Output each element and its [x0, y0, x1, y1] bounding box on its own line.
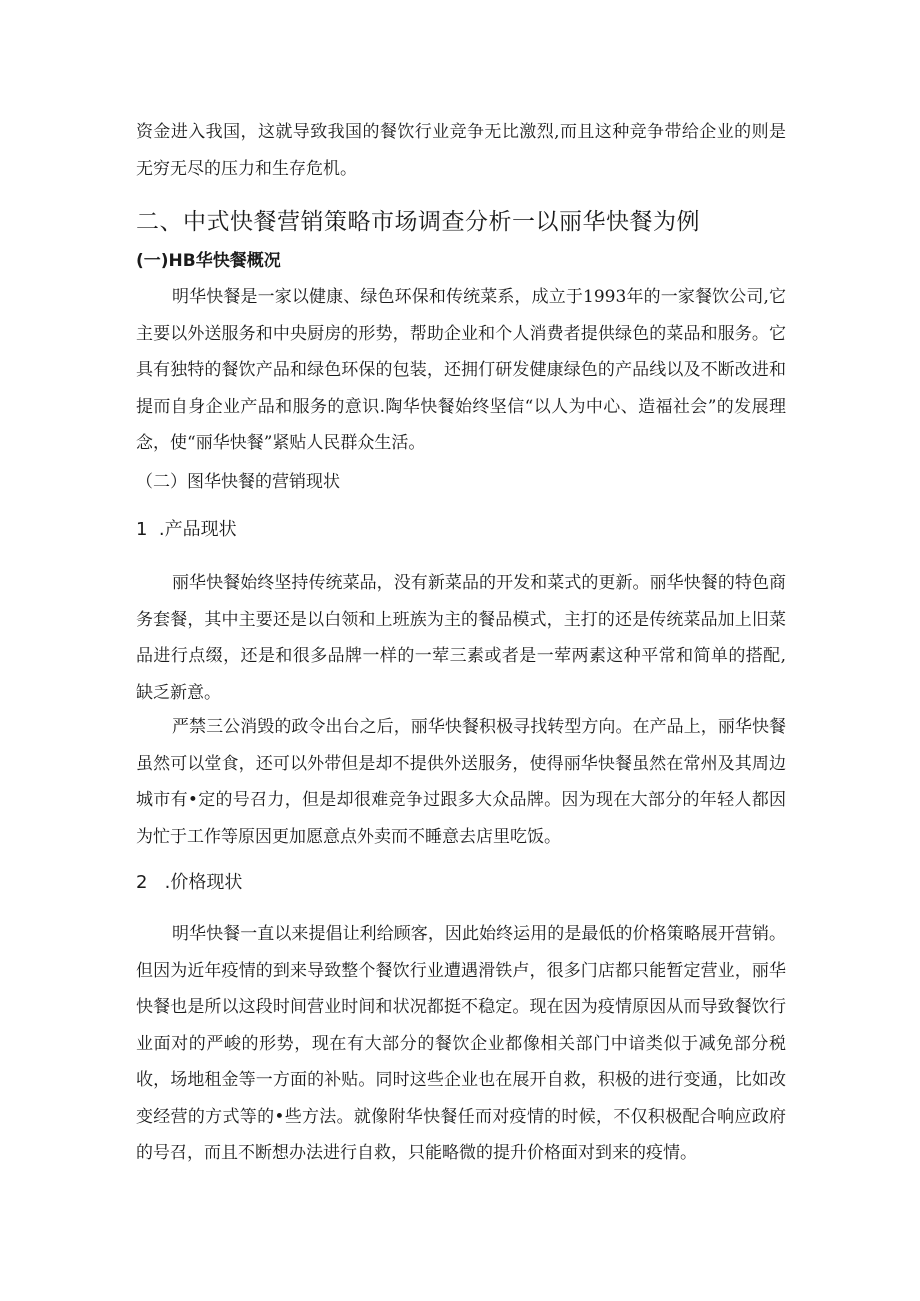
product-paragraph-2: 严禁三公消毁的政令出台之后，丽华快餐积极寻找转型方向。在产品上，丽华快餐虽然可以堂食，还可以外带但是却不提供外送服务，使得丽华快餐虽然在常州及其周边城市有•定的号召力，但是却很难竞争过跟多大众品牌。因为现在大部分的年轻人都因为忙于工作等原因更加愿意点外卖而不睡意去店里吃饭。: [136, 717, 786, 847]
item-heading-price: 2 .价格现状: [136, 872, 243, 893]
section-heading: 二、中式快餐营销策略市场调查分析一以丽华快餐为例: [136, 209, 700, 235]
product-paragraph-1: 丽华快餐始终坚持传统菜品，没有新菜品的开发和菜式的更新。丽华快餐的特色商务套餐，其中主要还是以白领和上班族为主的餐品模式，主打的还是传统菜品加上旧菜品进行点缀，还是和很多品牌一样的一荤三素或者是一荤两素这种平常和简单的搭配,缺乏新意。: [136, 573, 786, 703]
subsection-heading-marketing: （二）图华快餐的营销现状: [136, 472, 340, 492]
item-heading-product: 1 .产品现状: [136, 519, 237, 540]
subsection-heading-overview: (一)HB华快餐概况: [136, 251, 281, 271]
overview-paragraph: 明华快餐是一家以健康、绿色环保和传统菜系，成立于1993年的一家餐饮公司,它主要以外送服务和中央厨房的形势，帮助企业和个人消费者提供绿色的菜品和服务。它具有独特的餐饮产品和绿色环保的包装，还拥仃研发健康绿色的产品线以及不断改进和提而自身企业产品和服务的意识.陶华快餐始终坚信“以人为中心、造福社会”的发展理念，使“丽华快餐”紧贴人民群众生活。: [136, 287, 786, 453]
intro-paragraph: 资金进入我国，这就导致我国的餐饮行业竞争无比激烈,而且这种竞争带给企业的则是无穷无尽的压力和生存危机。: [136, 122, 786, 179]
price-paragraph: 明华快餐一直以来提倡让利给顾客，因此始终运用的是最低的价格策略展开营销。但因为近年疫情的到来导致整个餐饮行业遭遇滑铁卢，很多门店都只能暂定营业，丽华快餐也是所以这段时间营业时间和状况都挺不稳定。现在因为疫情原因从而导致餐饮行业面对的严峻的形势，现在有大部分的餐饮企业都像相关部门中谙类似于减免部分税收，场地租金等一方面的补贴。同时这些企业也在展开自救，积极的进行变通，比如改变经营的方式等的•些方法。就像附华快餐任而对疫情的时候，不仅积极配合响应政府的号召，而且不断想办法进行自救，只能略微的提升价格面对到来的疫情。: [136, 924, 786, 1163]
